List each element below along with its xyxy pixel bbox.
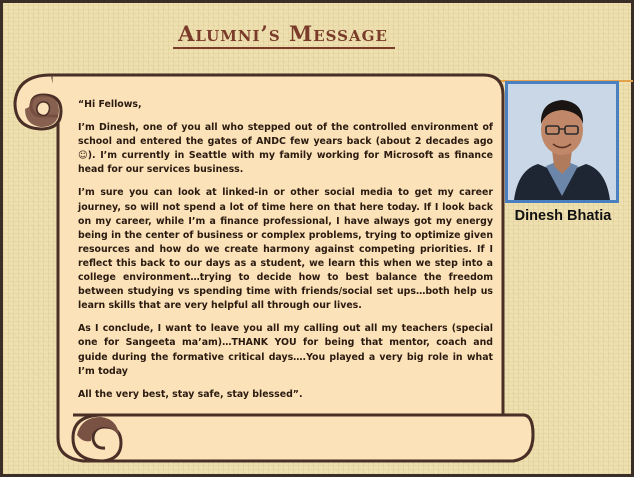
message-paragraph-2: I’m sure you can look at linked-in or other social media to get my career journey, so will not spend a lot of time here on that here today. If I look back on my career, while I’m a finance professional, I have always got my energy being in the center of business or complex problems, trying to optimize given resources and how do we create harmony against competing priorities. If I reflect this back to our days as a student, we learn this when we step into a college environment…trying to decide how to best balance the freedom between studying vs spending time with friends/social set ups…both help us learn skills that are very helpful all through our lives. — [78, 187, 493, 312]
page-title: Alumni’s Message — [178, 21, 388, 46]
message-paragraph-1: I’m Dinesh, one of you all who stepped out of the controlled environment of school and entered the gates of ANDC few years back (about 2 decades ago ☺). I’m currently in Seattle with my family working for Microsoft as finance head for our services business. — [78, 122, 493, 176]
message-paragraph-3: As I conclude, I want to leave you all my calling out all my teachers (special one for Sangeeta ma’am)…THANK YOU for being that mentor, coach and guide during the formative critical days….You played a very big role in what I’m today — [78, 323, 493, 377]
person-portrait — [508, 84, 616, 200]
message-body — [78, 98, 493, 411]
message-greeting: “Hi Fellows, — [78, 99, 142, 110]
person-name: Dinesh Bhatia — [514, 208, 612, 224]
message-closing: All the very best, stay safe, stay blessed”. — [78, 388, 303, 400]
profile-photo — [505, 81, 619, 203]
